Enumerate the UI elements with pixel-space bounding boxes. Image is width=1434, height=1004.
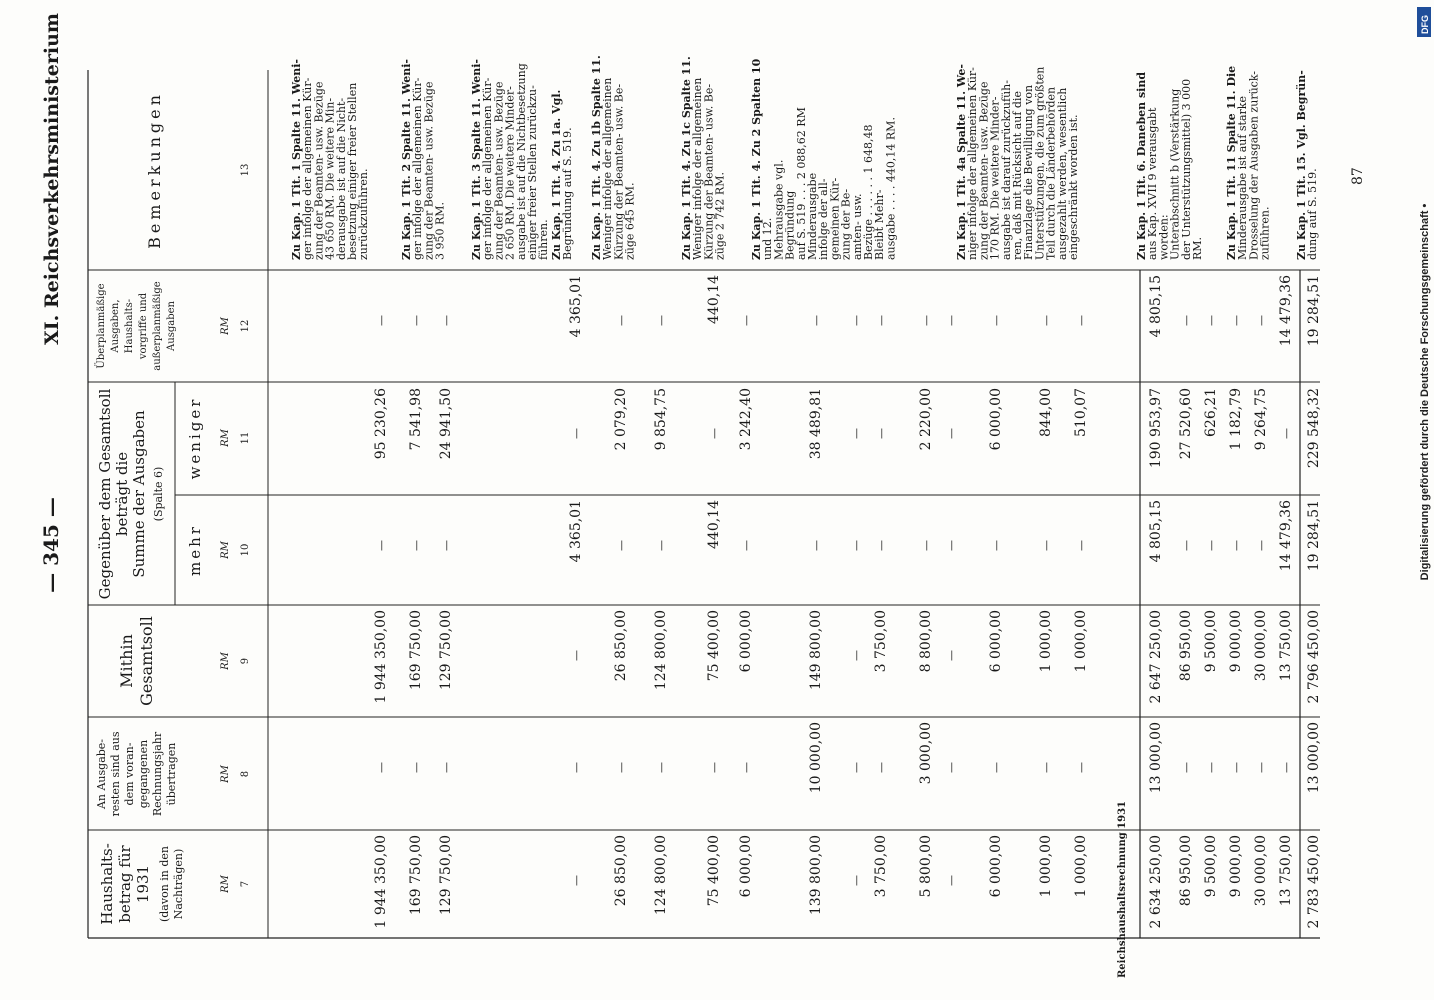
remark-line: ger infolge der allgemeinen Kür- [481, 77, 495, 260]
column-headers [95, 91, 251, 925]
remark-line: Kürzung der Beamten- usw. Be- [612, 83, 626, 260]
remark-line: Minderausgabe [806, 172, 819, 260]
remark-line: zuführen. [1258, 206, 1272, 260]
remark-line: Drosselung der Ausgaben zurück- [1247, 70, 1261, 260]
total-cell-c10: 19 284,51 [1306, 500, 1322, 572]
table-cell-c11: 626,21 [1203, 388, 1219, 437]
table-cell-c11: — [875, 428, 888, 439]
digitization-note: Digitalisierung gefördert durch die Deutsche Forschungsgemeinschaft • [1419, 203, 1431, 581]
table-cell-c9: 75 400,00 [706, 610, 722, 682]
table-cell-c8: — [945, 762, 958, 773]
remark-line: Zu Kap. 1 Tit. 2 Spalte 11. Weni- [400, 59, 413, 260]
table-cell-c12: — [1205, 315, 1218, 326]
table-cell-c10: — [850, 540, 863, 551]
total-cell-c8: 13 000,00 [1306, 722, 1322, 794]
table-cell-c8: — [1180, 762, 1193, 773]
remark-line: zurückzuführen. [357, 168, 371, 260]
header-col10-num: 10 [240, 543, 251, 557]
header-col12-line4: vorgriffe und [138, 292, 149, 360]
remark-line: Zu Kap. 1 Tit. 4. Zu 1c Spalte 11. [680, 56, 693, 260]
header-col11 [186, 397, 251, 480]
remark-line: aus Kap. XVII 9 verausgabt [1146, 107, 1160, 260]
header-col7-line3: 1931 [134, 864, 152, 904]
header-col8-line5: Rechnungsjahr [151, 731, 164, 817]
table-cell-c10: — [1075, 540, 1088, 551]
table-cell-c9: — [570, 650, 583, 661]
table-cell-c7: 6 000,00 [738, 835, 754, 898]
remark-line: Zu Kap. 1 Tit. 4a Spalte 11. We- [955, 64, 968, 260]
remark-line: züge 2 742 RM. [713, 172, 727, 260]
table-cell-c10: — [440, 540, 453, 551]
table-cell-c9: 9 500,00 [1203, 610, 1219, 673]
table-cell-c10: — [990, 540, 1003, 551]
header-col8-num: 8 [240, 770, 251, 778]
table-cell-c8: 3 000,00 [918, 722, 934, 785]
table-cell-c12: — [410, 315, 423, 326]
remark-block [955, 64, 1080, 260]
table-cell-c10: — [615, 540, 628, 551]
remark-block [290, 59, 370, 260]
table-cell-c11: 9 264,75 [1253, 388, 1269, 451]
remark-line: Begründung [783, 190, 797, 260]
group-header-line3: Summe der Ausgaben [130, 410, 148, 578]
remark-line: Bleibt Mehr- [873, 189, 887, 260]
table-cell-c12: — [1255, 315, 1268, 326]
total-cell-c9: 2 796 450,00 [1306, 610, 1322, 704]
subtotal-cell-c8: 13 000,00 [1148, 722, 1164, 794]
table-cell-c9: 9 000,00 [1228, 610, 1244, 673]
table-cell-c7: 9 500,00 [1203, 835, 1219, 898]
table-cell-c8: — [1255, 762, 1268, 773]
subtotal-cell-c10: 4 805,15 [1148, 500, 1164, 563]
header-col9-line1: Mithin [117, 634, 136, 688]
table-cell-c7: 1 000,00 [1038, 835, 1054, 898]
remark-line: Bezüge . . . . . . 1 648,48 [862, 124, 875, 260]
table-cell-c11: 2 220,00 [918, 388, 934, 451]
table-cell-c8: — [875, 762, 888, 773]
table-cell-c11: — [1280, 428, 1293, 439]
remark-line: zung der Beamten- usw. Bezüge [977, 81, 991, 260]
table-cell-c9: 149 800,00 [808, 610, 824, 691]
table-cell-c12: — [1075, 315, 1088, 326]
header-col12-line3: Haushalts- [124, 298, 135, 354]
table-cell-c10: — [875, 540, 888, 551]
subtotal-cell-c7: 2 634 250,00 [1148, 835, 1164, 929]
remark-line: züge 645 RM. [623, 182, 637, 260]
table-cell-c7: 86 950,00 [1178, 835, 1194, 907]
remark-line: führen. [537, 219, 551, 260]
remark-line: einiger freier Stellen zurückzu- [526, 85, 539, 260]
remark-line: Zu Kap. 1 Tit. 15. Vgl. Begrün- [1295, 70, 1308, 260]
remark-line: Zu Kap. 1 Tit. 1 Spalte 11. Weni- [290, 59, 303, 260]
table-cell-c10: — [740, 540, 753, 551]
table-cell-c12: — [440, 315, 453, 326]
table-cell-c8: — [1205, 762, 1218, 773]
table-cell-c7: 6 000,00 [988, 835, 1004, 898]
table-cell-c12: — [875, 315, 888, 326]
header-col9 [117, 616, 251, 706]
table-cell-c12: — [920, 315, 933, 326]
table-cell-c9: 124 800,00 [653, 610, 669, 691]
margin-page-number: 87 [1350, 167, 1366, 185]
table-cell-c12: — [850, 315, 863, 326]
table-cell-c9: 8 800,00 [918, 610, 934, 673]
table-cell-c12: 440,14 [706, 275, 722, 324]
remark-line: ren, daß mit Rücksicht auf die [1011, 91, 1024, 260]
table-cell-c11: 27 520,60 [1178, 388, 1194, 460]
header-col8 [95, 731, 251, 816]
remark-line: zung der Beamten- usw. Bezüge [492, 81, 506, 260]
header-col12-line6: Ausgaben [166, 301, 177, 351]
table-cell-c10: — [1230, 540, 1243, 551]
table-cell-c8: — [655, 762, 668, 773]
table-cell-c8: — [570, 762, 583, 773]
remark-line: worden: [1157, 214, 1171, 260]
subtotal-cell-c12: 4 805,15 [1148, 275, 1164, 338]
table-cell-c8: — [615, 762, 628, 773]
remark-line: Minderausgabe ist auf starke [1236, 96, 1250, 260]
remark-line: Mehrausgabe vgl. [772, 159, 786, 260]
table-cell-c11: 95 230,26 [373, 388, 389, 460]
table-cell-c12: — [375, 315, 388, 326]
remark-line: RM. [1191, 236, 1204, 260]
remark-line: eingeschränkt worden ist. [1067, 114, 1080, 260]
table-cell-c12: — [655, 315, 668, 326]
table-cell-c9: 6 000,00 [988, 610, 1004, 673]
header-col8-line4: gegangenen [137, 739, 150, 809]
table-cell-c11: 24 941,50 [438, 388, 454, 460]
table-cell-c9: 26 850,00 [613, 610, 629, 682]
table-cell-c10: — [945, 540, 958, 551]
table-cell-c9: 6 000,00 [738, 610, 754, 673]
remark-line: amten- usw. [850, 193, 864, 260]
remark-line: 3 950 RM. [433, 201, 447, 260]
table-cell-c10: 14 479,36 [1278, 500, 1294, 572]
table-cell-c11: — [708, 428, 721, 439]
remark-block [680, 56, 727, 260]
table-cell-c9: 3 750,00 [873, 610, 889, 673]
table-cell-c10: — [1205, 540, 1218, 551]
header-col9-line2: Gesamtsoll [137, 616, 156, 706]
header-col7-line4: (davon in den [158, 845, 171, 923]
table-cell-c7: — [945, 875, 958, 886]
table-cell-c9: 1 944 350,00 [373, 610, 389, 704]
remark-line: Weniger infolge der allgemeinen [601, 77, 615, 260]
table-cell-c12: — [1040, 315, 1053, 326]
remark-line: der Unterstützungsmittel) 3 000 [1179, 78, 1193, 260]
running-title: XI. Reichsverkehrsministerium [41, 12, 63, 345]
remark-line: 170 RM. Die weitere Minder- [988, 96, 1002, 260]
table-cell-c7: — [570, 875, 583, 886]
table-cell-c7: 129 750,00 [438, 835, 454, 916]
table-cell-c9: 86 950,00 [1178, 610, 1194, 682]
remark-line: ausgabe ist darauf zurückzufüh- [999, 80, 1013, 260]
remark-line: dung auf S. 519. [1306, 168, 1320, 260]
remark-block [470, 59, 550, 260]
remark-line: derausgabe ist auf die Nicht- [334, 97, 348, 260]
table-cell-c9: 13 750,00 [1278, 610, 1294, 682]
table-cell-c10: — [1180, 540, 1193, 551]
table-cell-c9: — [945, 650, 958, 661]
table-cell-c8: — [850, 762, 863, 773]
table-cell-c8: — [990, 762, 1003, 773]
table-cell-c7: 1 944 350,00 [373, 835, 389, 929]
header-col11-num: 11 [240, 431, 251, 445]
total-cell-c12: 19 284,51 [1306, 275, 1322, 347]
table-cell-c7: 9 000,00 [1228, 835, 1244, 898]
remark-line: ausgezahlt werden, wesentlich [1055, 87, 1069, 260]
header-col13-line1: Bemerkungen [145, 91, 164, 249]
subtotal-cell-c9: 2 647 250,00 [1148, 610, 1164, 704]
table-cell-c7: 13 750,00 [1278, 835, 1294, 907]
remark-line: 2 650 RM. Die weitere Minder- [503, 86, 517, 260]
table-cell-c11: 9 854,75 [653, 388, 669, 451]
remark-block [1295, 70, 1319, 260]
header-col7-num: 7 [240, 880, 251, 888]
table-cell-c7: 26 850,00 [613, 835, 629, 907]
group-header-line4: (Spalte 6) [152, 466, 165, 522]
table-cell-c10: — [655, 540, 668, 551]
table-cell-c7: 169 750,00 [408, 835, 424, 916]
table-cell-c12: 14 479,36 [1278, 275, 1294, 347]
remark-line: ger infolge der allgemeinen Kür- [301, 77, 315, 260]
table-cell-c8: — [740, 762, 753, 773]
page-number: — 345 — [39, 497, 63, 593]
table-cell-c9: 129 750,00 [438, 610, 454, 691]
header-col7-line2: betrag für [116, 845, 134, 923]
header-col7 [98, 843, 251, 925]
table-cell-c11: 1 182,79 [1228, 388, 1244, 451]
remark-line: Zu Kap. 1 Tit. 11 Spalte 11. Die [1225, 65, 1238, 260]
header-col10-unit: RM [220, 541, 231, 559]
table-cell-c9: 1 000,00 [1038, 610, 1054, 673]
table-cell-c7: 3 750,00 [873, 835, 889, 898]
table-cell-c7: 124 800,00 [653, 835, 669, 916]
remark-line: auf S. 519 . . . 2 088,62 RM [794, 107, 808, 260]
table-cell-c11: 2 079,20 [613, 388, 629, 451]
header-col13-num: 13 [240, 163, 251, 177]
table-cell-c7: 139 800,00 [808, 835, 824, 916]
remark-line: Unterstützungen, die zum größten [1033, 66, 1047, 260]
table-cell-c9: — [850, 650, 863, 661]
table-cell-c11: — [850, 428, 863, 439]
remark-line: besetzung einiger freier Stellen [346, 82, 359, 260]
header-col13 [145, 91, 251, 249]
remark-line: Zu Kap. 1 Tit. 4. Zu 2 Spalten 10 [750, 58, 763, 260]
table-cell-c7: — [850, 875, 863, 886]
footer-note: Reichshaushaltsrechnung 1931 [1117, 800, 1128, 978]
remark-line: niger infolge der allgemeinen Kür- [966, 67, 980, 260]
header-col10-line1: mehr [186, 524, 204, 576]
table-cell-c12: — [740, 315, 753, 326]
header-col7-unit: RM [220, 875, 231, 893]
remark-line: Zu Kap. 1 Tit. 3 Spalte 11. Weni- [470, 59, 483, 260]
header-col7-line5: Nachträgen) [172, 848, 185, 920]
remark-block [400, 59, 447, 260]
total-cell-c11: 229 548,32 [1306, 388, 1322, 469]
header-col7-line1: Haushalts- [98, 843, 116, 925]
table-cell-c10: — [1255, 540, 1268, 551]
table-cell-c8: — [1040, 762, 1053, 773]
table-cell-c8: — [1280, 762, 1293, 773]
remark-line: ausgabe ist auf die Nichtbesetzung [514, 63, 528, 260]
table-cell-c7: 30 000,00 [1253, 835, 1269, 907]
header-col12-unit: RM [220, 317, 231, 335]
table-cell-c10: — [375, 540, 388, 551]
header-col8-line6: übertragen [165, 742, 178, 806]
remark-line: infolge der all- [817, 178, 831, 260]
table-cell-c8: — [708, 762, 721, 773]
table-cell-c11: 38 489,81 [808, 388, 824, 460]
remark-line: Zu Kap. 1 Tit. 6. Daneben sind [1135, 71, 1148, 260]
remark-block [1225, 66, 1272, 260]
table-cell-c7: 5 800,00 [918, 835, 934, 898]
table-cell-c12: — [945, 315, 958, 326]
table-cell-c11: — [570, 428, 583, 439]
table-cell-c10: 440,14 [706, 500, 722, 549]
remark-block [550, 90, 574, 260]
remark-line: Finanzlage die Bewilligung von [1022, 84, 1036, 260]
remarks-column [290, 55, 1319, 260]
table-cell-c10: — [1040, 540, 1053, 551]
table-cell-c8: 10 000,00 [808, 722, 824, 794]
remark-line: ger infolge der allgemeinen Kür- [411, 77, 425, 260]
remark-block [590, 55, 637, 260]
table-cell-c8: — [410, 762, 423, 773]
table-cell-c9: 169 750,00 [408, 610, 424, 691]
table-cell-c9: 1 000,00 [1073, 610, 1089, 673]
remark-line: Kürzung der Beamten- usw. Be- [702, 83, 716, 260]
header-col12-num: 12 [240, 319, 251, 333]
table-cell-c10: — [410, 540, 423, 551]
header-col8-unit: RM [220, 765, 231, 783]
table-cell-c8: — [1230, 762, 1243, 773]
remark-line: und 12. [761, 217, 775, 260]
total-cell-c7: 2 783 450,00 [1306, 835, 1322, 929]
header-col9-unit: RM [220, 652, 231, 670]
remark-line: Teil durch die Länderbehörden [1044, 86, 1058, 260]
table-cell-c9: 30 000,00 [1253, 610, 1269, 682]
remark-block [1135, 72, 1204, 260]
header-col12-line5: außerplanmäßige [152, 281, 163, 371]
subtotal-cell-c11: 190 953,97 [1148, 388, 1164, 469]
remark-line: Unterabschnitt b (Verstärkung [1168, 88, 1182, 260]
header-col11-unit: RM [220, 429, 231, 447]
dfg-logo [1417, 7, 1431, 37]
table-cell-c8: — [375, 762, 388, 773]
table-cell-c8: — [440, 762, 453, 773]
table-cell-c10: — [810, 540, 823, 551]
table-cell-c11: 6 000,00 [988, 388, 1004, 451]
table-cell-c12: 4 365,01 [568, 275, 584, 338]
header-col8-line1: An Ausgabe- [95, 738, 108, 810]
remark-line: gemeinen Kür- [828, 177, 842, 260]
table-cell-c10: — [920, 540, 933, 551]
table-cell-c12: — [615, 315, 628, 326]
table-cell-c12: — [810, 315, 823, 326]
dfg-logo-text: DFG [1420, 15, 1430, 34]
header-col8-line3: dem voran- [123, 742, 136, 806]
table-cell-c10: 4 365,01 [568, 500, 584, 563]
table-cell-c12: — [990, 315, 1003, 326]
header-col12-line1: Überplanmäßige [96, 283, 107, 369]
remark-line: zung der Beamten- usw. Bezüge [422, 81, 436, 260]
header-col12 [95, 281, 251, 371]
table-cell-c11: 844,00 [1038, 388, 1054, 437]
remark-line: Zu Kap. 1 Tit. 4. Zu 1b Spalte 11. [590, 55, 603, 260]
remark-line: ausgabe . . . . 440,14 RM. [884, 117, 898, 260]
header-col8-line2: resten sind aus [109, 731, 122, 817]
group-header-line2: beträgt die [113, 451, 131, 537]
group-header [96, 388, 165, 599]
table-cell-c12: — [1230, 315, 1243, 326]
table-cell-c11: 510,07 [1073, 388, 1089, 437]
remark-block [750, 58, 897, 260]
table-cell-c11: 3 242,40 [738, 388, 754, 451]
table-cell-c7: 75 400,00 [706, 835, 722, 907]
remark-line: Zu Kap. 1 Tit. 4. Zu 1a. Vgl. [550, 89, 563, 260]
header-col10 [186, 524, 251, 576]
remark-line: zung der Beamten- usw. Bezüge [312, 81, 326, 260]
header-col9-num: 9 [240, 657, 251, 665]
remark-line: zung der Be- [839, 188, 853, 260]
remark-line: Begründung auf S. 519. [561, 127, 575, 260]
header-col11-line1: weniger [186, 396, 204, 480]
group-header-line1: Gegenüber dem Gesamtsoll [96, 388, 114, 600]
table-cell-c11: 7 541,98 [408, 388, 424, 451]
table-cell-c11: — [945, 428, 958, 439]
remark-line: 43 650 RM. Die weitere Min- [323, 97, 337, 260]
table-cell-c7: 1 000,00 [1073, 835, 1089, 898]
table-cell-c12: — [1180, 315, 1193, 326]
remark-line: Weniger infolge der allgemeinen [691, 77, 705, 260]
header-col12-line2: Ausgaben, [110, 299, 121, 353]
table-cell-c8: — [1075, 762, 1088, 773]
